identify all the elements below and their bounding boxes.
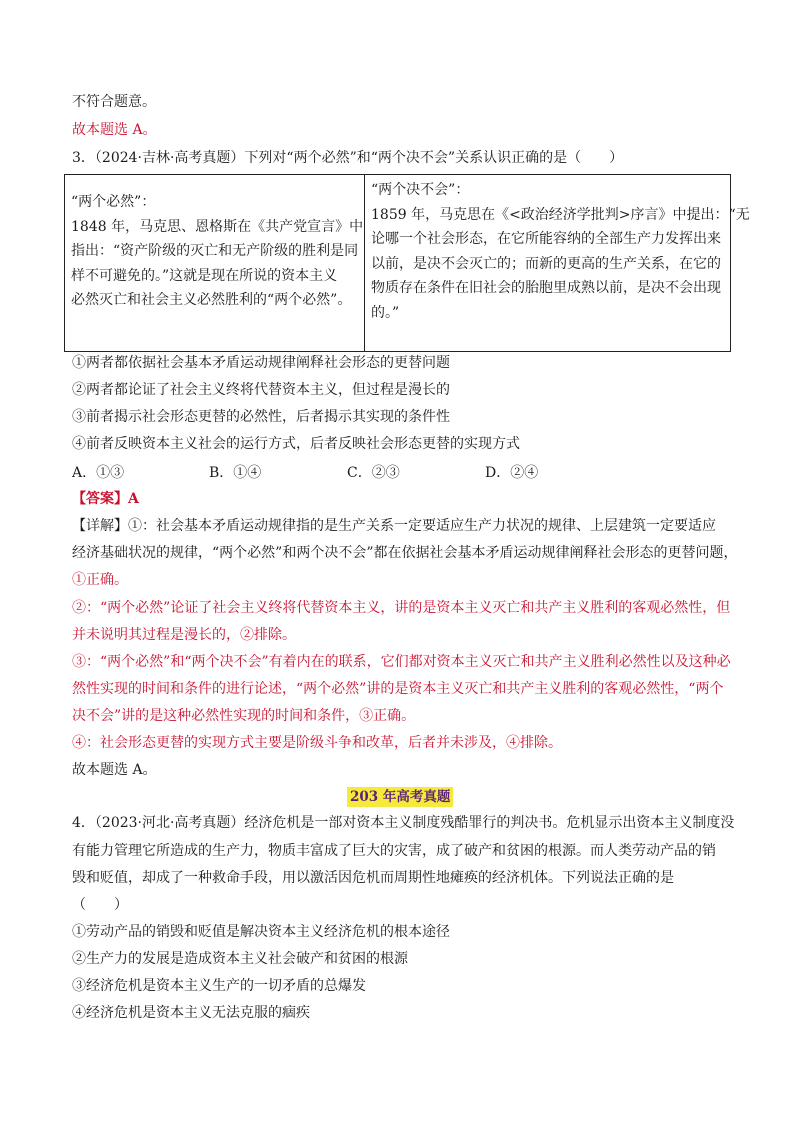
explain-line: 决不会”讲的是这种必然性实现的时间和条件，③正确。 bbox=[72, 708, 416, 724]
cell-line: 1848 年，马克思、恩格斯在《共产党宣言》中 bbox=[71, 218, 364, 235]
explain-line: 并未说明其过程是漫长的，②排除。 bbox=[72, 627, 296, 643]
q3-item-4: ④前者反映资本主义社会的运行方式，后者反映社会形态更替的实现方式 bbox=[72, 436, 520, 452]
q4-stem-line: （ ） bbox=[72, 897, 128, 913]
option-b: B．①④ bbox=[209, 465, 262, 481]
q3-item-3: ③前者揭示社会形态更替的必然性，后者揭示其实现的条件性 bbox=[72, 409, 450, 425]
q4-stem-line: 4．（2023·河北·高考真题）经济危机是一部对资本主义制度残酷罪行的判决书。危机显示出资本主义制度没 bbox=[72, 815, 735, 831]
q4-item-2: ②生产力的发展是造成资本主义社会破产和贫困的根源 bbox=[72, 951, 408, 967]
option-c: C．②③ bbox=[347, 465, 400, 481]
q3-conclusion: 故本题选 A。 bbox=[72, 762, 157, 778]
comparison-table bbox=[64, 174, 750, 352]
cell-line: “两个决不会”： bbox=[371, 182, 470, 198]
q4-stem-line: 毁和贬值，却成了一种救命手段，用以激活因危机而周期性地瘫痪的经济机体。下列说法正确的是 bbox=[72, 870, 674, 886]
cell-line: 指出：“资产阶级的灭亡和无产阶级的胜利是同 bbox=[71, 243, 359, 259]
q3-item-1: ①两者都依据社会基本矛盾运动规律阐释社会形态的更替问题 bbox=[72, 355, 450, 371]
cell-line: 的。” bbox=[371, 304, 400, 321]
answer-label: 【答案】A bbox=[72, 491, 139, 507]
explain-line: 经济基础状况的规律，“两个必然”和两个决不会”都在依据社会基本矛盾运动规律阐释社会形态的更替问题， bbox=[72, 545, 738, 561]
q4-item-4: ④经济危机是资本主义无法克服的痼疾 bbox=[72, 1005, 310, 1021]
two-nevers-cell bbox=[365, 175, 750, 352]
cell-line: 物质存在条件在旧社会的胎胞里成熟以前，是决不会出现 bbox=[371, 280, 721, 296]
q4-item-3: ③经济危机是资本主义生产的一切矛盾的总爆发 bbox=[72, 978, 366, 994]
explain-line: ①正确。 bbox=[72, 572, 128, 588]
explain-line: ②：“两个必然”论证了社会主义终将代替资本主义，讲的是资本主义灭亡和共产主义胜利的客观必然性，但 bbox=[72, 600, 731, 616]
option-a: A．①③ bbox=[72, 465, 125, 481]
section-heading: 203 年高考真题 bbox=[347, 787, 453, 807]
cell-line: 以前，是决不会灭亡的；而新的更高的生产关系，在它的 bbox=[371, 255, 721, 272]
q4-item-1: ①劳动产品的销毁和贬值是解决资本主义经济危机的根本途径 bbox=[72, 924, 450, 940]
cell-line: “两个必然”： bbox=[71, 194, 156, 210]
cell-line: 1859 年，马克思在《<政治经济学批判>序言》中提出：“无 bbox=[371, 206, 750, 223]
explain-line: ④：社会形态更替的实现方式主要是阶级斗争和改革，后者并未涉及，④排除。 bbox=[72, 735, 562, 751]
cell-line: 样不可避免的。”这就是现在所说的资本主义 bbox=[71, 267, 338, 284]
intro-line-1: 不符合题意。 bbox=[72, 94, 156, 110]
cell-line: 论哪一个社会形态，在它所能容纳的全部生产力发挥出来 bbox=[371, 231, 721, 247]
q3-stem: 3．（2024·吉林·高考真题）下列对“两个必然”和“两个决不会”关系认识正确的是（ ） bbox=[72, 150, 624, 166]
q3-item-2: ②两者都论证了社会主义终将代替资本主义，但过程是漫长的 bbox=[72, 382, 450, 398]
explain-line: 然性实现的时间和条件的进行论述，“两个必然”讲的是资本主义灭亡和共产主义胜利的客观必然性，“两个 bbox=[72, 681, 724, 697]
option-d: D．②④ bbox=[485, 465, 539, 481]
explain-line: 【详解】①：社会基本矛盾运动规律指的是生产关系一定要适应生产力状况的规律、上层建筑一定要适应 bbox=[72, 518, 716, 534]
q4-stem-line: 有能力管理它所造成的生产力，物质丰富成了巨大的灾害，成了破产和贫困的根源。而人类劳动产品的销 bbox=[72, 843, 716, 859]
explain-line: ③：“两个必然”和“两个决不会”有着内在的联系，它们都对资本主义灭亡和共产主义胜利必然性以及这种必 bbox=[72, 654, 731, 670]
intro-conclusion: 故本题选 A。 bbox=[72, 122, 157, 138]
two-inevitabilities-cell bbox=[65, 175, 365, 352]
cell-line: 必然灭亡和社会主义必然胜利的“两个必然”。 bbox=[71, 292, 352, 308]
